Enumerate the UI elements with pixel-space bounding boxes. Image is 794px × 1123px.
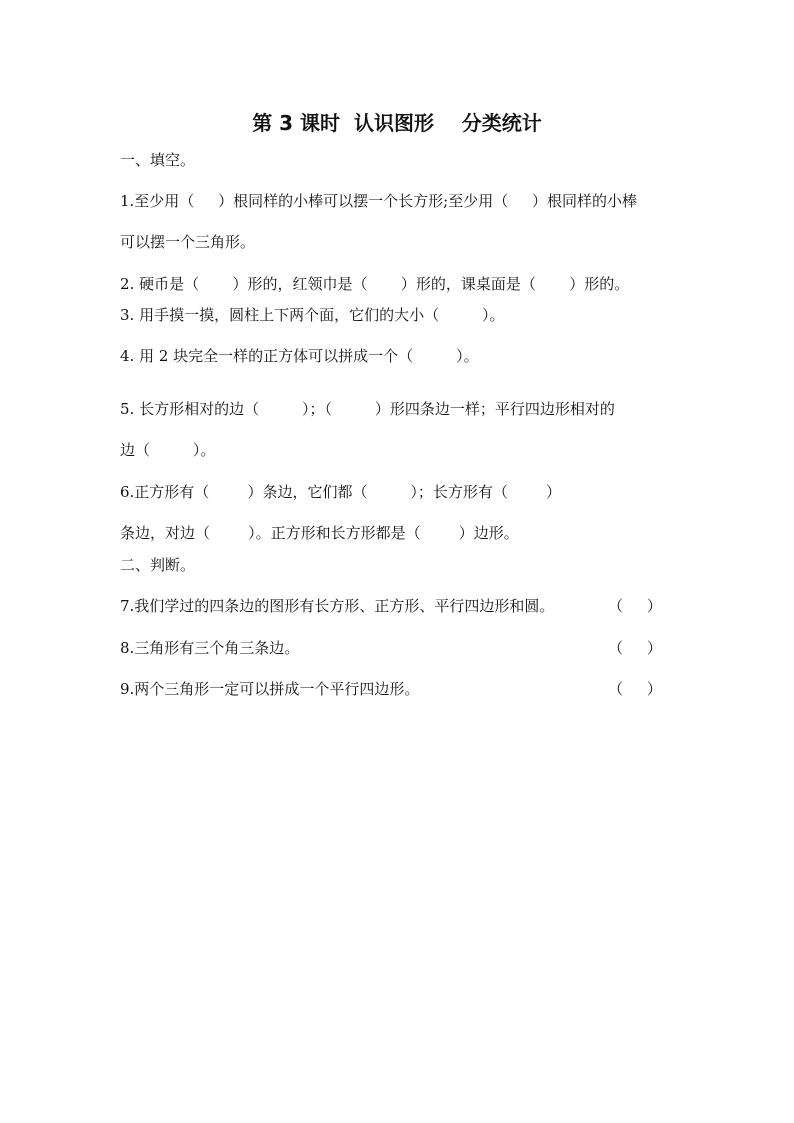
question-6-line-1: 6.正方形有（ ）条边，它们都（ ）；长方形有（ ） xyxy=(120,483,562,501)
question-1-line-1: 1.至少用（ ）根同样的小棒可以摆一个长方形;至少用（ ）根同样的小棒 xyxy=(120,192,638,210)
question-5-line-1: 5. 长方形相对的边（ ）；（ ）形四条边一样；平行四边形相对的 xyxy=(120,400,615,418)
question-9-answer-paren: （ ） xyxy=(608,680,662,698)
question-9: 9.两个三角形一定可以拼成一个平行四边形。 xyxy=(120,680,420,698)
section-heading-fill-blank: 一、填空。 xyxy=(120,151,196,169)
question-2: 2. 硬币是（ ）形的，红领巾是（ ）形的，课桌面是（ ）形的。 xyxy=(120,275,630,293)
question-4: 4. 用 2 块完全一样的正方体可以拼成一个（ ）。 xyxy=(120,347,479,365)
page-title: 第 3 课时 认识图形 分类统计 xyxy=(252,111,542,135)
question-7-answer-paren: （ ） xyxy=(608,597,662,615)
question-5-line-2: 边（ ）。 xyxy=(120,441,216,459)
question-8: 8.三角形有三个角三条边。 xyxy=(120,639,300,657)
question-6-line-2: 条边，对边（ ）。正方形和长方形都是（ ）边形。 xyxy=(120,524,519,542)
question-8-answer-paren: （ ） xyxy=(608,639,662,657)
question-1-line-2: 可以摆一个三角形。 xyxy=(120,233,256,251)
question-3: 3. 用手摸一摸，圆柱上下两个面，它们的大小（ ）。 xyxy=(120,306,505,324)
question-7: 7.我们学过的四条边的图形有长方形、正方形、平行四边形和圆。 xyxy=(120,597,555,615)
section-heading-judge: 二、判断。 xyxy=(120,556,196,574)
